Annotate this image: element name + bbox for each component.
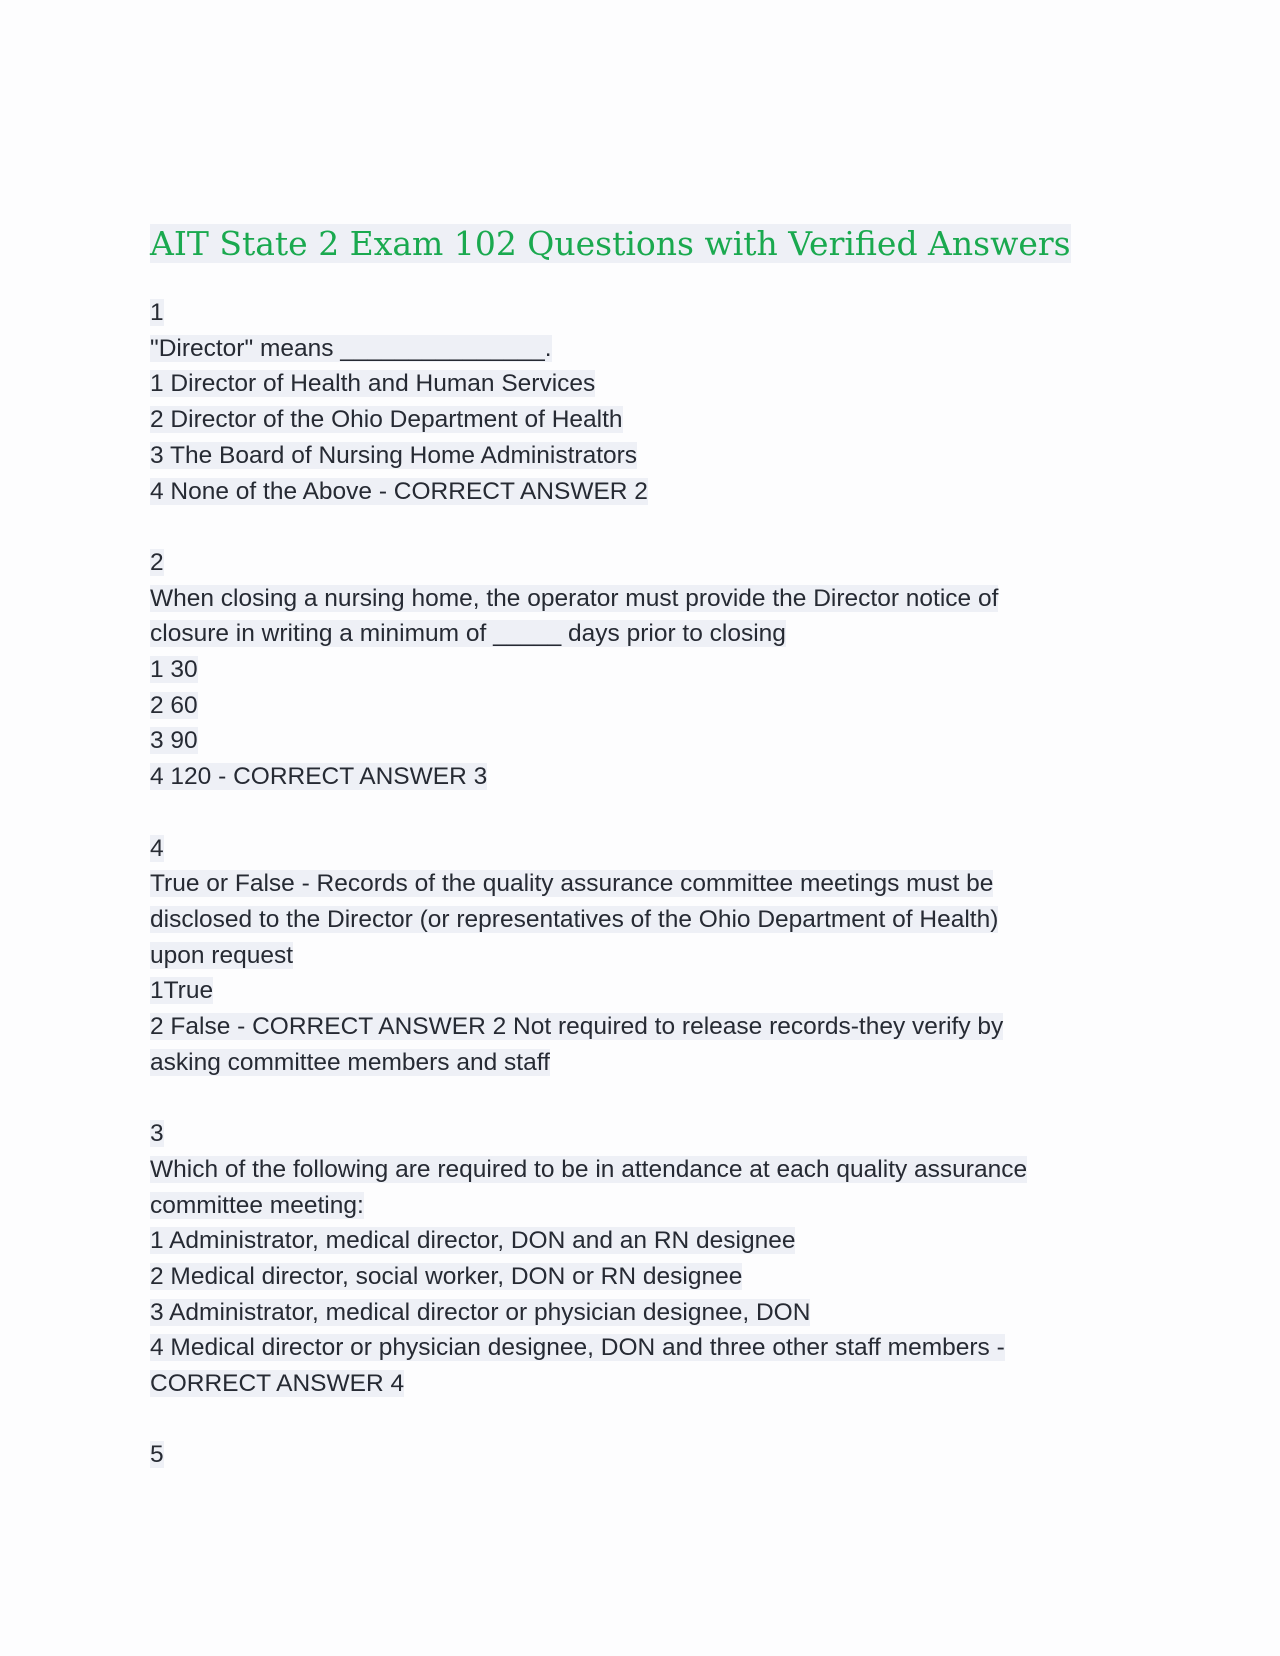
question-block (150, 295, 1130, 509)
document-title (150, 219, 1130, 269)
answer-option: 3 The Board of Nursing Home Administrators (150, 441, 638, 469)
paragraph-gap (150, 509, 1130, 545)
question-text: Which of the following are required to be in attendance at each quality assurance (150, 1155, 1028, 1183)
paragraph-gap (150, 1080, 1130, 1116)
question-number: 5 (150, 1441, 164, 1469)
document-title-text: AIT State 2 Exam 102 Questions with Verified Answers (150, 224, 1071, 263)
question-text: True or False - Records of the quality assurance committee meetings must be (150, 870, 994, 898)
answer-option: 1 Administrator, medical director, DON and an RN designee (150, 1227, 796, 1255)
answer-option: 3 Administrator, medical director or physician designee, DON (150, 1298, 811, 1326)
answer-option-with-correct-answer: 2 False - CORRECT ANSWER 2 Not required to release records-they verify by (150, 1013, 1004, 1041)
question-text: closure in writing a minimum of _____ days prior to closing (150, 620, 786, 648)
question-block (150, 831, 1130, 1081)
question-text: When closing a nursing home, the operator must provide the Director notice of (150, 584, 999, 612)
answer-option-with-correct-answer: 4 None of the Above - CORRECT ANSWER 2 (150, 477, 648, 505)
question-number: 2 (150, 548, 164, 576)
document-content (150, 219, 1130, 1473)
question-block (150, 1116, 1130, 1402)
question-block (150, 1437, 1130, 1473)
paragraph-gap (150, 795, 1130, 831)
paragraph-gap (150, 1402, 1130, 1438)
question-number: 3 (150, 1120, 164, 1148)
answer-option: 2 Director of the Ohio Department of Health (150, 406, 623, 434)
question-text: committee meeting: (150, 1191, 364, 1219)
answer-explanation: asking committee members and staff (150, 1048, 550, 1076)
question-text: disclosed to the Director (or representatives of the Ohio Department of Health) (150, 905, 999, 933)
answer-option: 3 90 (150, 727, 198, 755)
answer-option-with-correct-answer: 4 120 - CORRECT ANSWER 3 (150, 763, 488, 791)
question-block (150, 545, 1130, 795)
answer-option: 1 30 (150, 656, 198, 684)
question-number: 1 (150, 299, 164, 326)
answer-option: 1 Director of Health and Human Services (150, 370, 596, 398)
answer-option: 2 60 (150, 691, 198, 719)
question-text: upon request (150, 941, 294, 969)
answer-option: 1True (150, 977, 214, 1005)
answer-option: 4 Medical director or physician designee, DON and three other staff members - (150, 1334, 1005, 1362)
question-number: 4 (150, 834, 164, 862)
correct-answer: CORRECT ANSWER 4 (150, 1370, 405, 1398)
answer-option: 2 Medical director, social worker, DON or RN designee (150, 1262, 743, 1290)
question-text: "Director" means _______________. (150, 334, 552, 362)
